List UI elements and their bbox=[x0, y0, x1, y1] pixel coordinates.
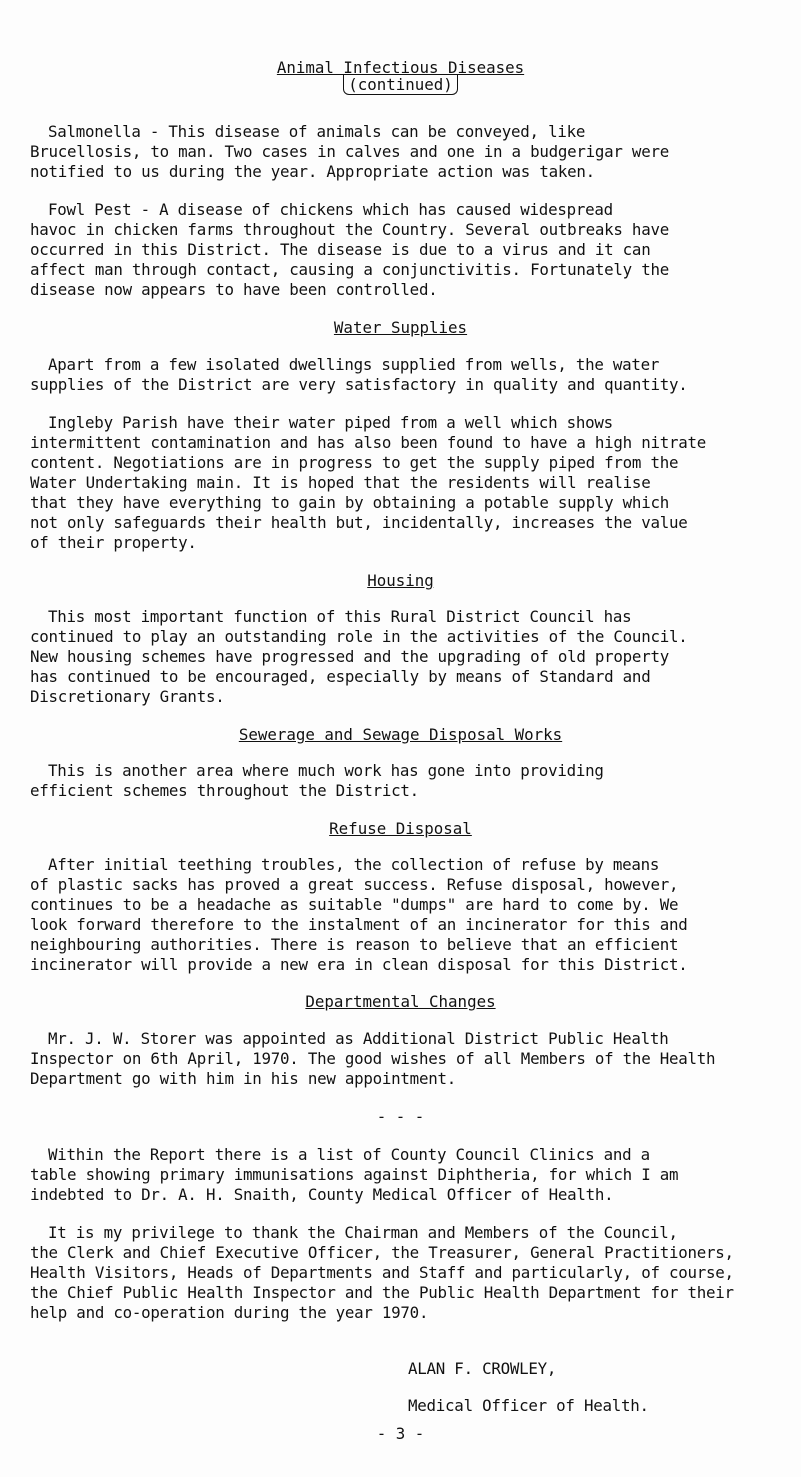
continued-label-text: (continued) bbox=[343, 75, 458, 95]
paragraph-line: that they have everything to gain by obtaining a potable supply which bbox=[30, 493, 669, 512]
paragraph-line: look forward therefore to the instalment of an incinerator for this and bbox=[30, 915, 688, 934]
paragraph-line: the Chief Public Health Inspector and the Public Health Department for their bbox=[30, 1283, 734, 1302]
page-title: Animal Infectious Diseases bbox=[276, 58, 525, 77]
signature-title: Medical Officer of Health. bbox=[408, 1396, 649, 1415]
paragraph-line: disease now appears to have been controlled. bbox=[30, 280, 438, 299]
paragraph-line: table showing primary immunisations against Diphtheria, for which I am bbox=[30, 1165, 679, 1184]
paragraph-line: Discretionary Grants. bbox=[30, 687, 225, 706]
paragraph-line: occurred in this District. The disease is due to a virus and it can bbox=[30, 240, 651, 259]
continued-label bbox=[0, 75, 801, 94]
paragraph-line: Within the Report there is a list of County Council Clinics and a bbox=[48, 1145, 650, 1164]
paragraph-line: not only safeguards their health but, incidentally, increases the value bbox=[30, 513, 688, 532]
section-heading: Water Supplies bbox=[333, 318, 468, 337]
paragraph-line: of plastic sacks has proved a great success. Refuse disposal, however, bbox=[30, 875, 679, 894]
paragraph-line: Water Undertaking main. It is hoped that the residents will realise bbox=[30, 473, 651, 492]
paragraph-line: notified to us during the year. Appropriate action was taken. bbox=[30, 162, 595, 181]
paragraph-line: Inspector on 6th April, 1970. The good wishes of all Members of the Health bbox=[30, 1049, 716, 1068]
paragraph-line: intermittent contamination and has also been found to have a high nitrate bbox=[30, 433, 707, 452]
section-heading: Refuse Disposal bbox=[329, 819, 472, 838]
paragraph-line: has continued to be encouraged, especially by means of Standard and bbox=[30, 667, 651, 686]
paragraph-line: the Clerk and Chief Executive Officer, the Treasurer, General Practitioners, bbox=[30, 1243, 734, 1262]
paragraph-line: It is my privilege to thank the Chairman and Members of the Council, bbox=[48, 1223, 678, 1242]
paragraph-line: Apart from a few isolated dwellings supplied from wells, the water bbox=[48, 355, 660, 374]
paragraph-line: incinerator will provide a new era in clean disposal for this District. bbox=[30, 955, 688, 974]
paragraph-line: Mr. J. W. Storer was appointed as Additional District Public Health bbox=[48, 1029, 669, 1048]
paragraph-line: help and co-operation during the year 1970. bbox=[30, 1303, 429, 1322]
paragraph-line: Salmonella - This disease of animals can be conveyed, like bbox=[48, 122, 586, 141]
section-heading: Departmental Changes bbox=[305, 992, 496, 1011]
paragraph-line: Health Visitors, Heads of Departments and Staff and particularly, of course, bbox=[30, 1263, 734, 1282]
paragraph-line: Brucellosis, to man. Two cases in calves and one in a budgerigar were bbox=[30, 142, 669, 161]
paragraph-line: Ingleby Parish have their water piped from a well which shows bbox=[48, 413, 613, 432]
section-heading: Sewerage and Sewage Disposal Works bbox=[238, 725, 563, 744]
paragraph-line: This is another area where much work has gone into providing bbox=[48, 761, 604, 780]
paragraph-line: neighbouring authorities. There is reason to believe that an efficient bbox=[30, 935, 679, 954]
signature-name: ALAN F. CROWLEY, bbox=[408, 1359, 557, 1378]
paragraph-line: supplies of the District are very satisfactory in quality and quantity. bbox=[30, 375, 688, 394]
paragraph-line: indebted to Dr. A. H. Snaith, County Medical Officer of Health. bbox=[30, 1185, 614, 1204]
page-number: - 3 - bbox=[376, 1424, 425, 1443]
paragraph-line: affect man through contact, causing a conjunctivitis. Fortunately the bbox=[30, 260, 669, 279]
paragraph-line: Fowl Pest - A disease of chickens which has caused widespread bbox=[48, 200, 613, 219]
paragraph-line: This most important function of this Rural District Council has bbox=[48, 607, 632, 626]
paragraph-line: efficient schemes throughout the District. bbox=[30, 781, 419, 800]
paragraph-line: continued to play an outstanding role in the activities of the Council. bbox=[30, 627, 688, 646]
paragraph-line: Department go with him in his new appointment. bbox=[30, 1069, 456, 1088]
separator: - - - bbox=[376, 1107, 425, 1126]
paragraph-line: havoc in chicken farms throughout the Country. Several outbreaks have bbox=[30, 220, 669, 239]
paragraph-line: of their property. bbox=[30, 533, 197, 552]
paragraph-line: continues to be a headache as suitable "dumps" are hard to come by. We bbox=[30, 895, 679, 914]
paragraph-line: content. Negotiations are in progress to get the supply piped from the bbox=[30, 453, 679, 472]
section-heading: Housing bbox=[367, 571, 434, 590]
paragraph-line: New housing schemes have progressed and the upgrading of old property bbox=[30, 647, 669, 666]
paragraph-line: After initial teething troubles, the collection of refuse by means bbox=[48, 855, 660, 874]
